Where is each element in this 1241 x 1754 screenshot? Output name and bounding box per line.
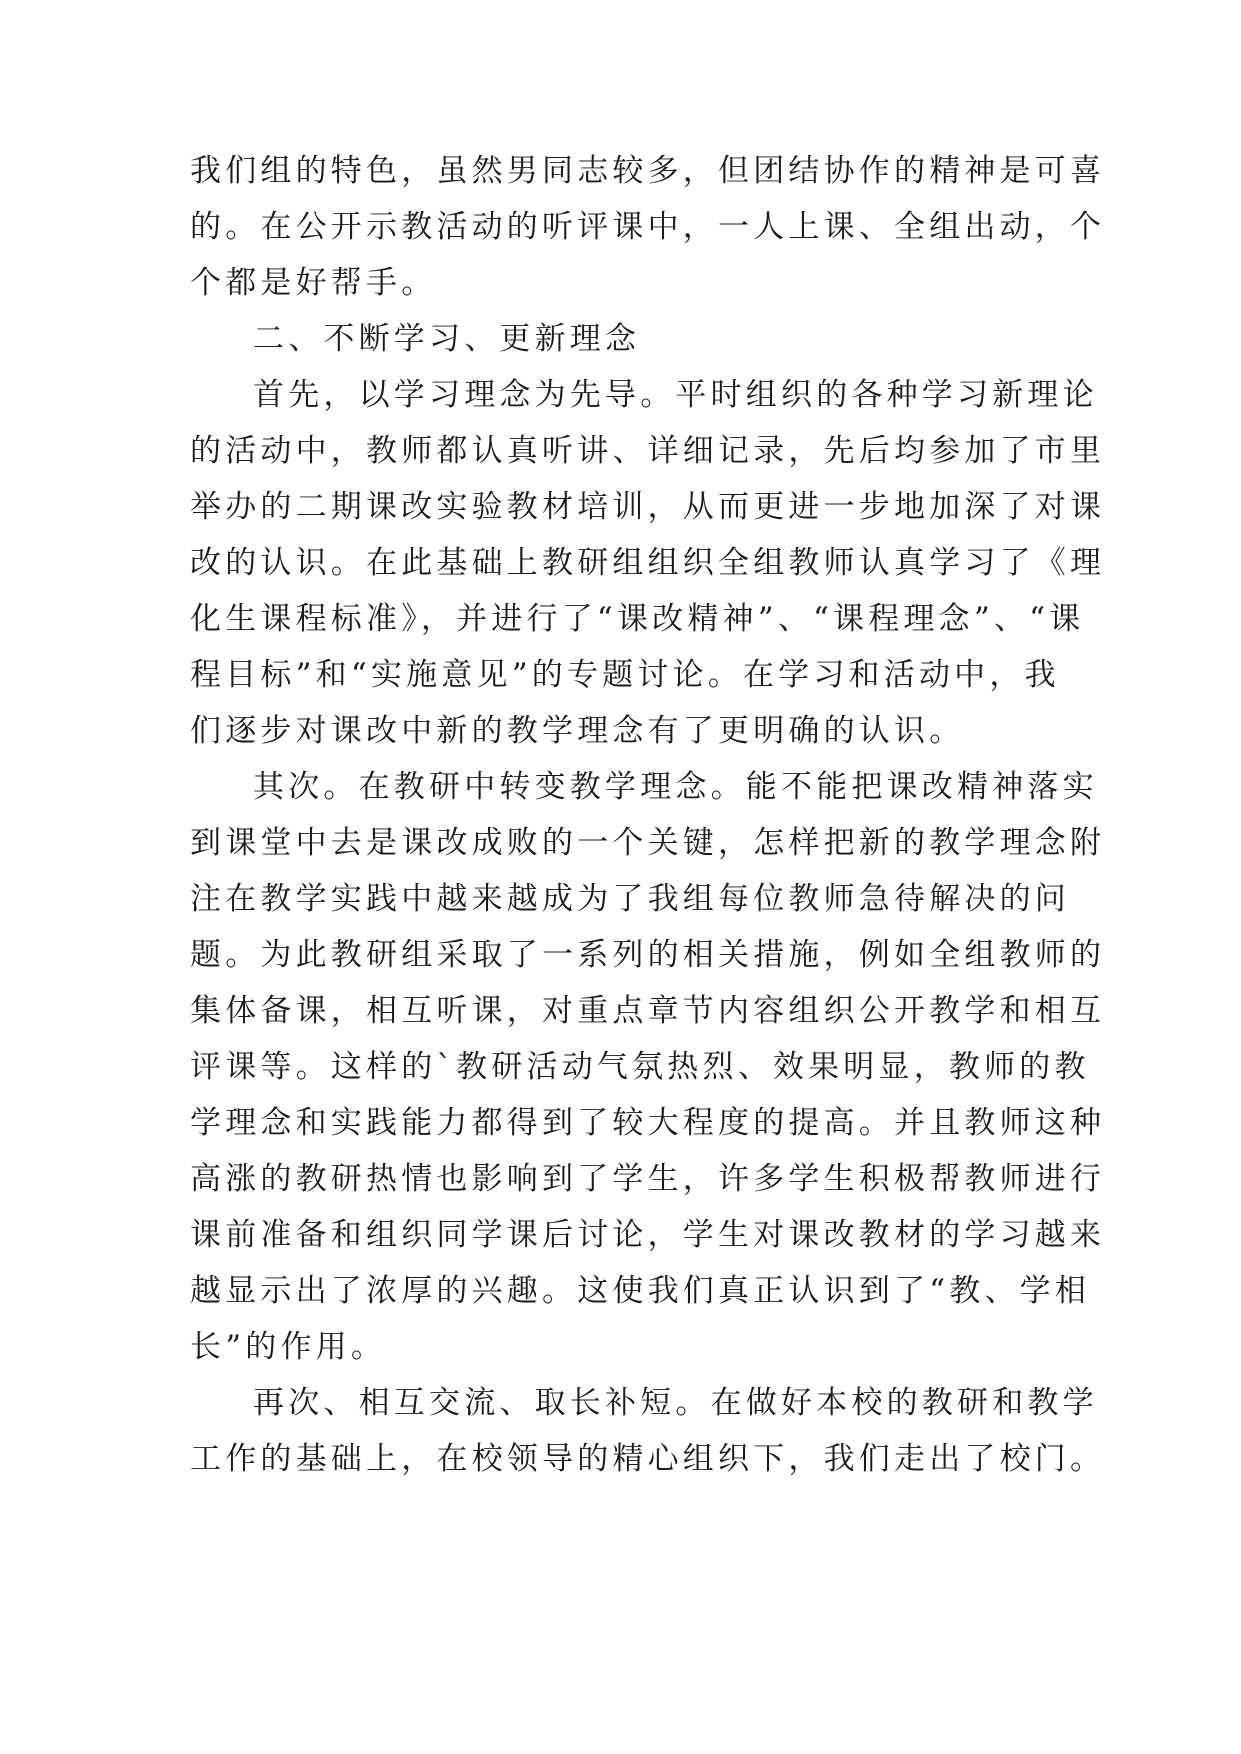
text-line: 课前准备和组织同学课后讨论，学生对课改教材的学习越来 <box>190 1217 1106 1253</box>
text-line: 到课堂中去是课改成败的一个关键，怎样把新的教学理念附 <box>190 825 1106 861</box>
text-line: 集体备课，相互听课，对重点章节内容组织公开教学和相互 <box>190 993 1106 1029</box>
text-line: 首先，以学习理念为先导。平时组织的各种学习新理论 <box>253 377 1098 413</box>
text-line: 化生课程标准》，并进行了“课改精神”、“课程理念”、“课 <box>190 601 1085 637</box>
section-heading: 二、不断学习、更新理念 <box>253 321 641 357</box>
text-line: 程目标”和“实施意见”的专题讨论。在学习和活动中，我 <box>190 657 1060 693</box>
text-line: 评课等。这样的`教研活动气氛热烈、效果明显，教师的教 <box>190 1049 1090 1085</box>
text-line: 的。在公开示教活动的听评课中，一人上课、全组出动，个 <box>190 209 1106 245</box>
text-line: 的活动中，教师都认真听讲、详细记录，先后均参加了市里 <box>190 433 1106 469</box>
text-line: 注在教学实践中越来越成为了我组每位教师急待解决的问 <box>190 881 1070 917</box>
text-line: 们逐步对课改中新的教学理念有了更明确的认识。 <box>190 713 965 749</box>
text-line: 题。为此教研组采取了一系列的相关措施，例如全组教师的 <box>190 937 1106 973</box>
text-line: 学理念和实践能力都得到了较大程度的提高。并且教师这种 <box>190 1105 1106 1141</box>
text-line: 高涨的教研热情也影响到了学生，许多学生积极帮教师进行 <box>190 1161 1106 1197</box>
text-line: 越显示出了浓厚的兴趣。这使我们真正认识到了“教、学相 <box>190 1273 1091 1309</box>
text-line: 个都是好帮手。 <box>190 265 437 301</box>
text-line: 我们组的特色，虽然男同志较多，但团结协作的精神是可喜 <box>190 153 1106 189</box>
text-line: 改的认识。在此基础上教研组组织全组教师认真学习了《理 <box>190 545 1106 581</box>
text-line: 其次。在教研中转变教学理念。能不能把课改精神落实 <box>253 769 1098 805</box>
text-line: 举办的二期课改实验教材培训，从而更进一步地加深了对课 <box>190 489 1106 525</box>
text-line: 工作的基础上，在校领导的精心组织下，我们走出了校门。 <box>190 1441 1106 1477</box>
text-line: 再次、相互交流、取长补短。在做好本校的教研和教学 <box>253 1385 1098 1421</box>
text-line: 长”的作用。 <box>190 1329 387 1365</box>
